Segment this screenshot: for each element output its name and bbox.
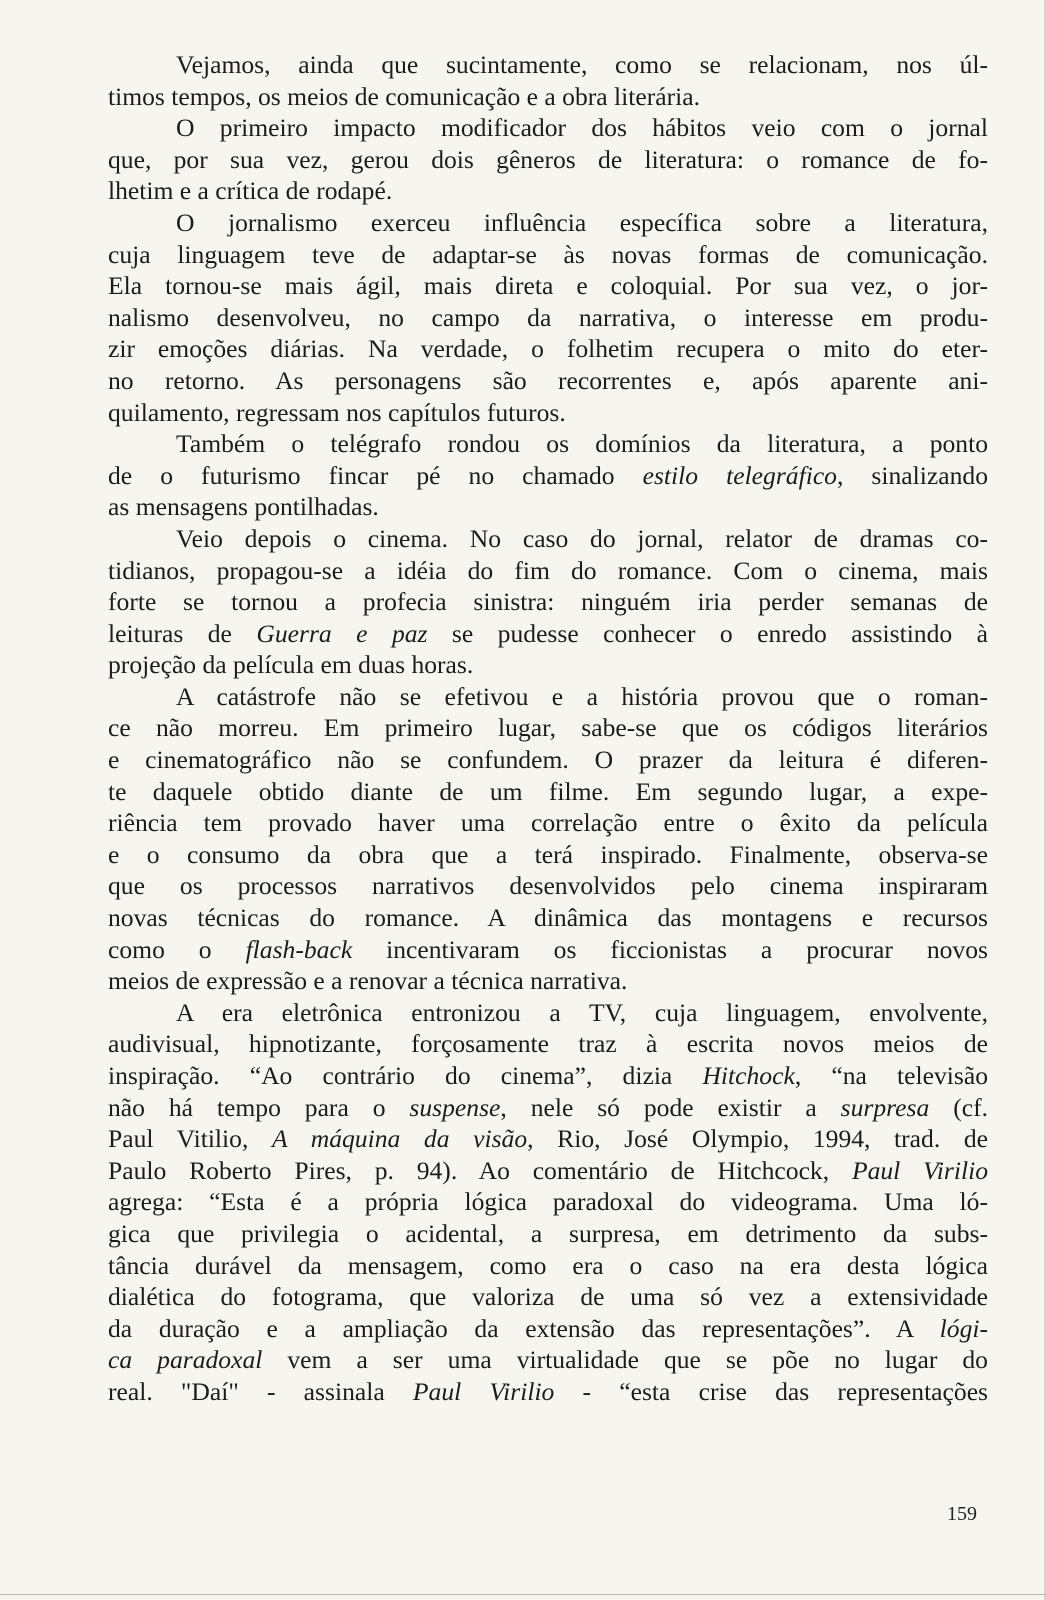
text-line: Ela tornou-se mais ágil, mais direta e coloquial. Por sua vez, o jor- bbox=[108, 271, 988, 301]
italic-text: lógi- bbox=[939, 1313, 988, 1343]
text-line: quilamento, regressam nos capítulos futuros. bbox=[108, 397, 566, 427]
text-run: - “esta crise das representações bbox=[554, 1376, 989, 1406]
text-run: real. "Daí" - assinala bbox=[108, 1376, 413, 1406]
text-line: tância durável da mensagem, como era o caso na era desta lógica bbox=[108, 1250, 988, 1280]
text-run: leituras de bbox=[108, 618, 257, 648]
text-run: vem a ser uma virtualidade que se põe no lugar do bbox=[262, 1345, 988, 1375]
text-run: de o futurismo fincar pé no chamado bbox=[108, 460, 643, 490]
text-line bbox=[108, 460, 988, 492]
italic-text: surpresa bbox=[840, 1092, 930, 1122]
italic-text: Paul Virilio bbox=[412, 1376, 555, 1406]
text-line bbox=[108, 1344, 988, 1376]
italic-text: estilo telegráfico bbox=[642, 460, 837, 490]
text-run: Paul Vitilio, bbox=[108, 1124, 272, 1154]
text-line bbox=[108, 1060, 988, 1092]
text-line bbox=[108, 1155, 988, 1187]
text-line bbox=[108, 1376, 988, 1408]
text-run: , sinalizando bbox=[836, 460, 988, 490]
text-line: A era eletrônica entronizou a TV, cuja linguagem, envolvente, bbox=[176, 997, 988, 1027]
text-line bbox=[108, 1123, 988, 1155]
text-line: gica que privilegia o acidental, a surpresa, em detrimento da subs- bbox=[108, 1218, 988, 1248]
italic-text: suspense bbox=[409, 1092, 501, 1122]
text-line: lhetim e a crítica de rodapé. bbox=[108, 176, 393, 206]
text-run: não há tempo para o bbox=[108, 1092, 410, 1122]
text-run: inspiração. “Ao contrário do cinema”, dizia bbox=[108, 1061, 703, 1090]
text-line: e o consumo da obra que a terá inspirado. Finalmente, observa-se bbox=[108, 839, 988, 869]
page-edge-line bbox=[0, 1594, 1046, 1595]
text-run: , nele só pode existir a bbox=[500, 1092, 841, 1122]
text-line: Veio depois o cinema. No caso do jornal, relator de dramas co- bbox=[176, 523, 988, 553]
text-line: que os processos narrativos desenvolvidos pelo cinema inspiraram bbox=[108, 871, 988, 901]
italic-text: ca paradoxal bbox=[108, 1345, 263, 1375]
text-line: as mensagens pontilhadas. bbox=[108, 492, 379, 522]
text-line: dialética do fotograma, que valoriza de uma só vez a extensividade bbox=[108, 1282, 988, 1312]
text-line: te daquele obtido diante de um filme. Em segundo lugar, a expe- bbox=[108, 776, 988, 806]
italic-text: Paul Virilio bbox=[851, 1155, 989, 1185]
body-text bbox=[108, 49, 988, 1408]
text-line: e cinematográfico não se confundem. O prazer da leitura é diferen- bbox=[108, 745, 988, 775]
text-line: no retorno. As personagens são recorrentes e, após aparente ani- bbox=[108, 365, 988, 395]
text-run: se pudesse conhecer o enredo assistindo à bbox=[427, 618, 988, 648]
page-number: 159 bbox=[947, 1503, 977, 1525]
text-run: , “na televisão bbox=[794, 1061, 988, 1090]
italic-text: A máquina da visão bbox=[271, 1124, 528, 1154]
text-line: O primeiro impacto modificador dos hábitos veio com o jornal bbox=[176, 113, 988, 143]
text-line bbox=[108, 1313, 988, 1345]
text-run: como o bbox=[108, 934, 246, 964]
text-line: O jornalismo exerceu influência específica sobre a literatura, bbox=[176, 207, 988, 237]
text-line: ce não morreu. Em primeiro lugar, sabe-se que os códigos literários bbox=[108, 713, 988, 743]
text-line: novas técnicas do romance. A dinâmica das montagens e recursos bbox=[108, 903, 988, 933]
italic-text: flash-back bbox=[245, 934, 353, 964]
text-line: meios de expressão e a renovar a técnica narrativa. bbox=[108, 966, 628, 996]
text-line: zir emoções diárias. Na verdade, o folhetim recupera o mito do eter- bbox=[108, 334, 988, 364]
text-line: cuja linguagem teve de adaptar-se às novas formas de comunicação. bbox=[108, 239, 988, 269]
text-line: nalismo desenvolveu, no campo da narrativa, o interesse em produ- bbox=[108, 302, 988, 332]
text-line: riência tem provado haver uma correlação entre o êxito da película bbox=[108, 808, 988, 838]
italic-text: Guerra e paz bbox=[256, 618, 428, 648]
text-line bbox=[108, 1092, 988, 1124]
text-line: tidianos, propagou-se a idéia do fim do romance. Com o cinema, mais bbox=[108, 555, 988, 585]
italic-text: Hitchock bbox=[702, 1061, 795, 1090]
text-line: A catástrofe não se efetivou e a história provou que o roman- bbox=[176, 681, 988, 711]
text-line bbox=[108, 934, 988, 966]
text-line bbox=[108, 618, 988, 650]
text-line: timos tempos, os meios de comunicação e a obra literária. bbox=[108, 81, 701, 111]
text-run: Paulo Roberto Pires, p. 94). Ao comentário de Hitchcock, bbox=[108, 1155, 852, 1185]
text-line: audivisual, hipnotizante, forçosamente traz à escrita novos meios de bbox=[108, 1029, 988, 1059]
text-run: (cf. bbox=[929, 1092, 988, 1122]
text-run: , Rio, José Olympio, 1994, trad. de bbox=[527, 1124, 988, 1154]
text-run: incentivaram os ficcionistas a procurar novos bbox=[352, 934, 988, 964]
text-line: Também o telégrafo rondou os domínios da literatura, a ponto bbox=[176, 429, 988, 459]
text-line: que, por sua vez, gerou dois gêneros de literatura: o romance de fo- bbox=[108, 144, 988, 174]
text-line: agrega: “Esta é a própria lógica paradoxal do videograma. Uma ló- bbox=[108, 1187, 988, 1217]
text-line: forte se tornou a profecia sinistra: ninguém iria perder semanas de bbox=[108, 587, 988, 617]
text-run: da duração e a ampliação da extensão das representações”. A bbox=[108, 1313, 940, 1343]
text-line: Vejamos, ainda que sucintamente, como se relacionam, nos úl- bbox=[176, 50, 988, 79]
text-line: projeção da película em duas horas. bbox=[108, 650, 474, 680]
